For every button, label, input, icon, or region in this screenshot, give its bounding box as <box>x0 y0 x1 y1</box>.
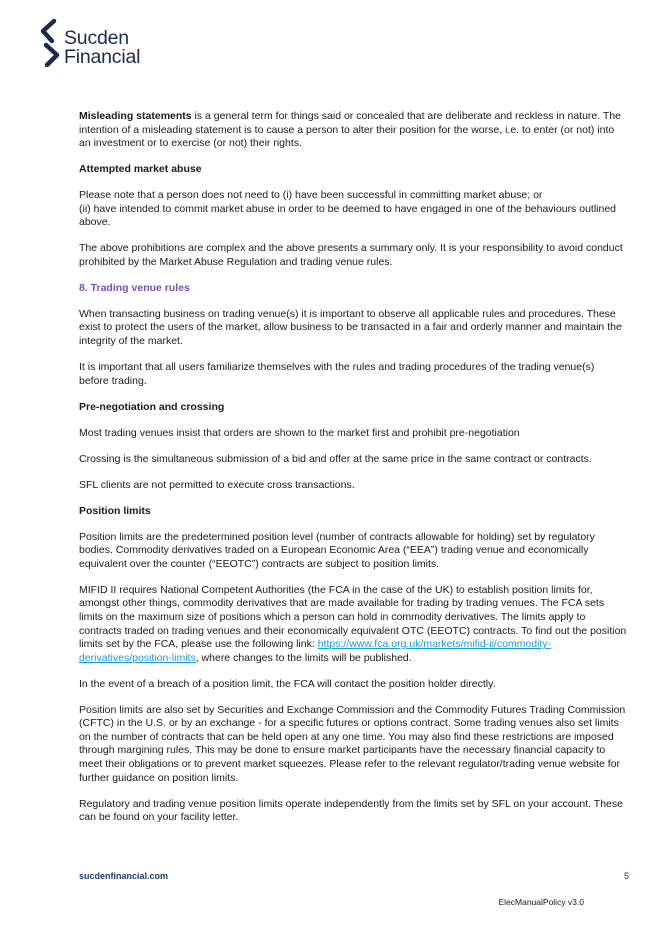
footer-website-link[interactable]: sucdenfinancial.com <box>79 871 169 881</box>
logo-line-2: Financial <box>64 46 141 68</box>
paragraph-position-limits-1: Position limits are the predetermined position level (number of contracts allowable for holding) set by regulatory bodies. Commodity derivatives traded on a European Economic Area (“EEA”) trading venue and economically equivalent over the counter (“EEOTC”) contracts are subject to position limits. <box>79 530 595 570</box>
paragraph-regulatory: Regulatory and trading venue position limits operate independently from the limits set by SFL on your account. These can be found on your facility letter. <box>79 797 623 824</box>
document-body <box>79 110 627 837</box>
paragraph-venue-rules-1: When transacting business on trading venue(s) it is important to observe all applicable rules and procedures. These exist to protect the users of the market, allow business to be transacted in a fair and orderly manner and maintain the integrity of the market. <box>79 307 622 348</box>
heading-attempted-market-abuse: Attempted market abuse <box>79 163 202 176</box>
paragraph-breach: In the event of a breach of a position limit, the FCA will contact the position holder directly. <box>79 677 496 690</box>
logo-line-1: Sucden <box>64 27 129 49</box>
heading-position-limits: Position limits <box>79 504 151 517</box>
page-number: 5 <box>624 871 630 881</box>
paragraph-crossing: Crossing is the simultaneous submission of a bid and offer at the same price in the same contract or contracts. <box>79 452 592 465</box>
paragraph-mifid <box>79 584 627 666</box>
paragraph-venue-rules-2: It is important that all users familiarize themselves with the rules and trading procedures of the trading venue(s) before trading. <box>79 361 595 387</box>
section-title-trading-venue-rules: 8. Trading venue rules <box>79 281 190 294</box>
company-logo <box>40 19 140 67</box>
heading-pre-negotiation: Pre-negotiation and crossing <box>79 400 225 413</box>
paragraph-sfl-clients: SFL clients are not permitted to execute cross transactions. <box>79 478 355 491</box>
paragraph-prohibitions: The above prohibitions are complex and the above presents a summary only. It is your responsibility to avoid conduct prohibited by the Market Abuse Regulation and trading venue rules. <box>79 242 623 268</box>
attempted-line-2: (ii) have intended to commit market abuse in order to be deemed to have engaged in one of the behaviours outlined above. <box>79 202 617 229</box>
term-misleading-statements: Misleading statements <box>79 110 192 122</box>
mifid-text-after: , where changes to the limits will be published. <box>195 651 412 664</box>
document-version: ElecManualPolicy v3.0 <box>498 897 584 907</box>
fca-position-limits-link[interactable]: https://www.fca.org.uk/markets/mifid-ii/commodity-derivatives/position-limits <box>79 638 552 664</box>
misleading-statements-text: is a general term for things said or concealed that are deliberate and reckless in nature. The intention of a misleading statement is to cause a person to alter their position for the worse, i.e. to enter (or not) into an investment or to exercise (or not) their rights. <box>79 110 622 150</box>
paragraph-misleading-statements <box>79 110 627 151</box>
mifid-text: MIFID II requires National Competent Authorities (the FCA in the case of the UK) to establish position limits for, amongst other things, commodity derivatives that are made available for trading by trading venues. The FCA sets limits on the maximum size of positions which a person can hold in commodity derivatives. The limits apply to contracts traded on trading venues and their economically equivalent OTC (EEOTC) contracts. To find out the position limits set by the FCA, please use the following link: <box>79 583 627 651</box>
paragraph-cftc: Position limits are also set by Securities and Exchange Commission and the Commodity Futures Trading Commission (CFTC) in the U.S. or by an exchange - for a specific futures or options contract. Some trading venues also set limits on the number of contracts that can be held open at any one time. You may also find these restrictions are imposed through margining rules. This may be done to ensure market participants have the necessary financial capacity to meet their obligations or to prevent market squeezes. Please refer to the relevant regulator/trading venue website for further guidance on position limits. <box>79 703 626 784</box>
logo-mark-icon <box>40 19 60 67</box>
attempted-line-1: Please note that a person does not need to (i) have been successful in committing market abuse; or <box>79 189 543 202</box>
paragraph-pre-negotiation: Most trading venues insist that orders are shown to the market first and prohibit pre-negotiation <box>79 426 520 439</box>
paragraph-attempted <box>79 189 627 230</box>
